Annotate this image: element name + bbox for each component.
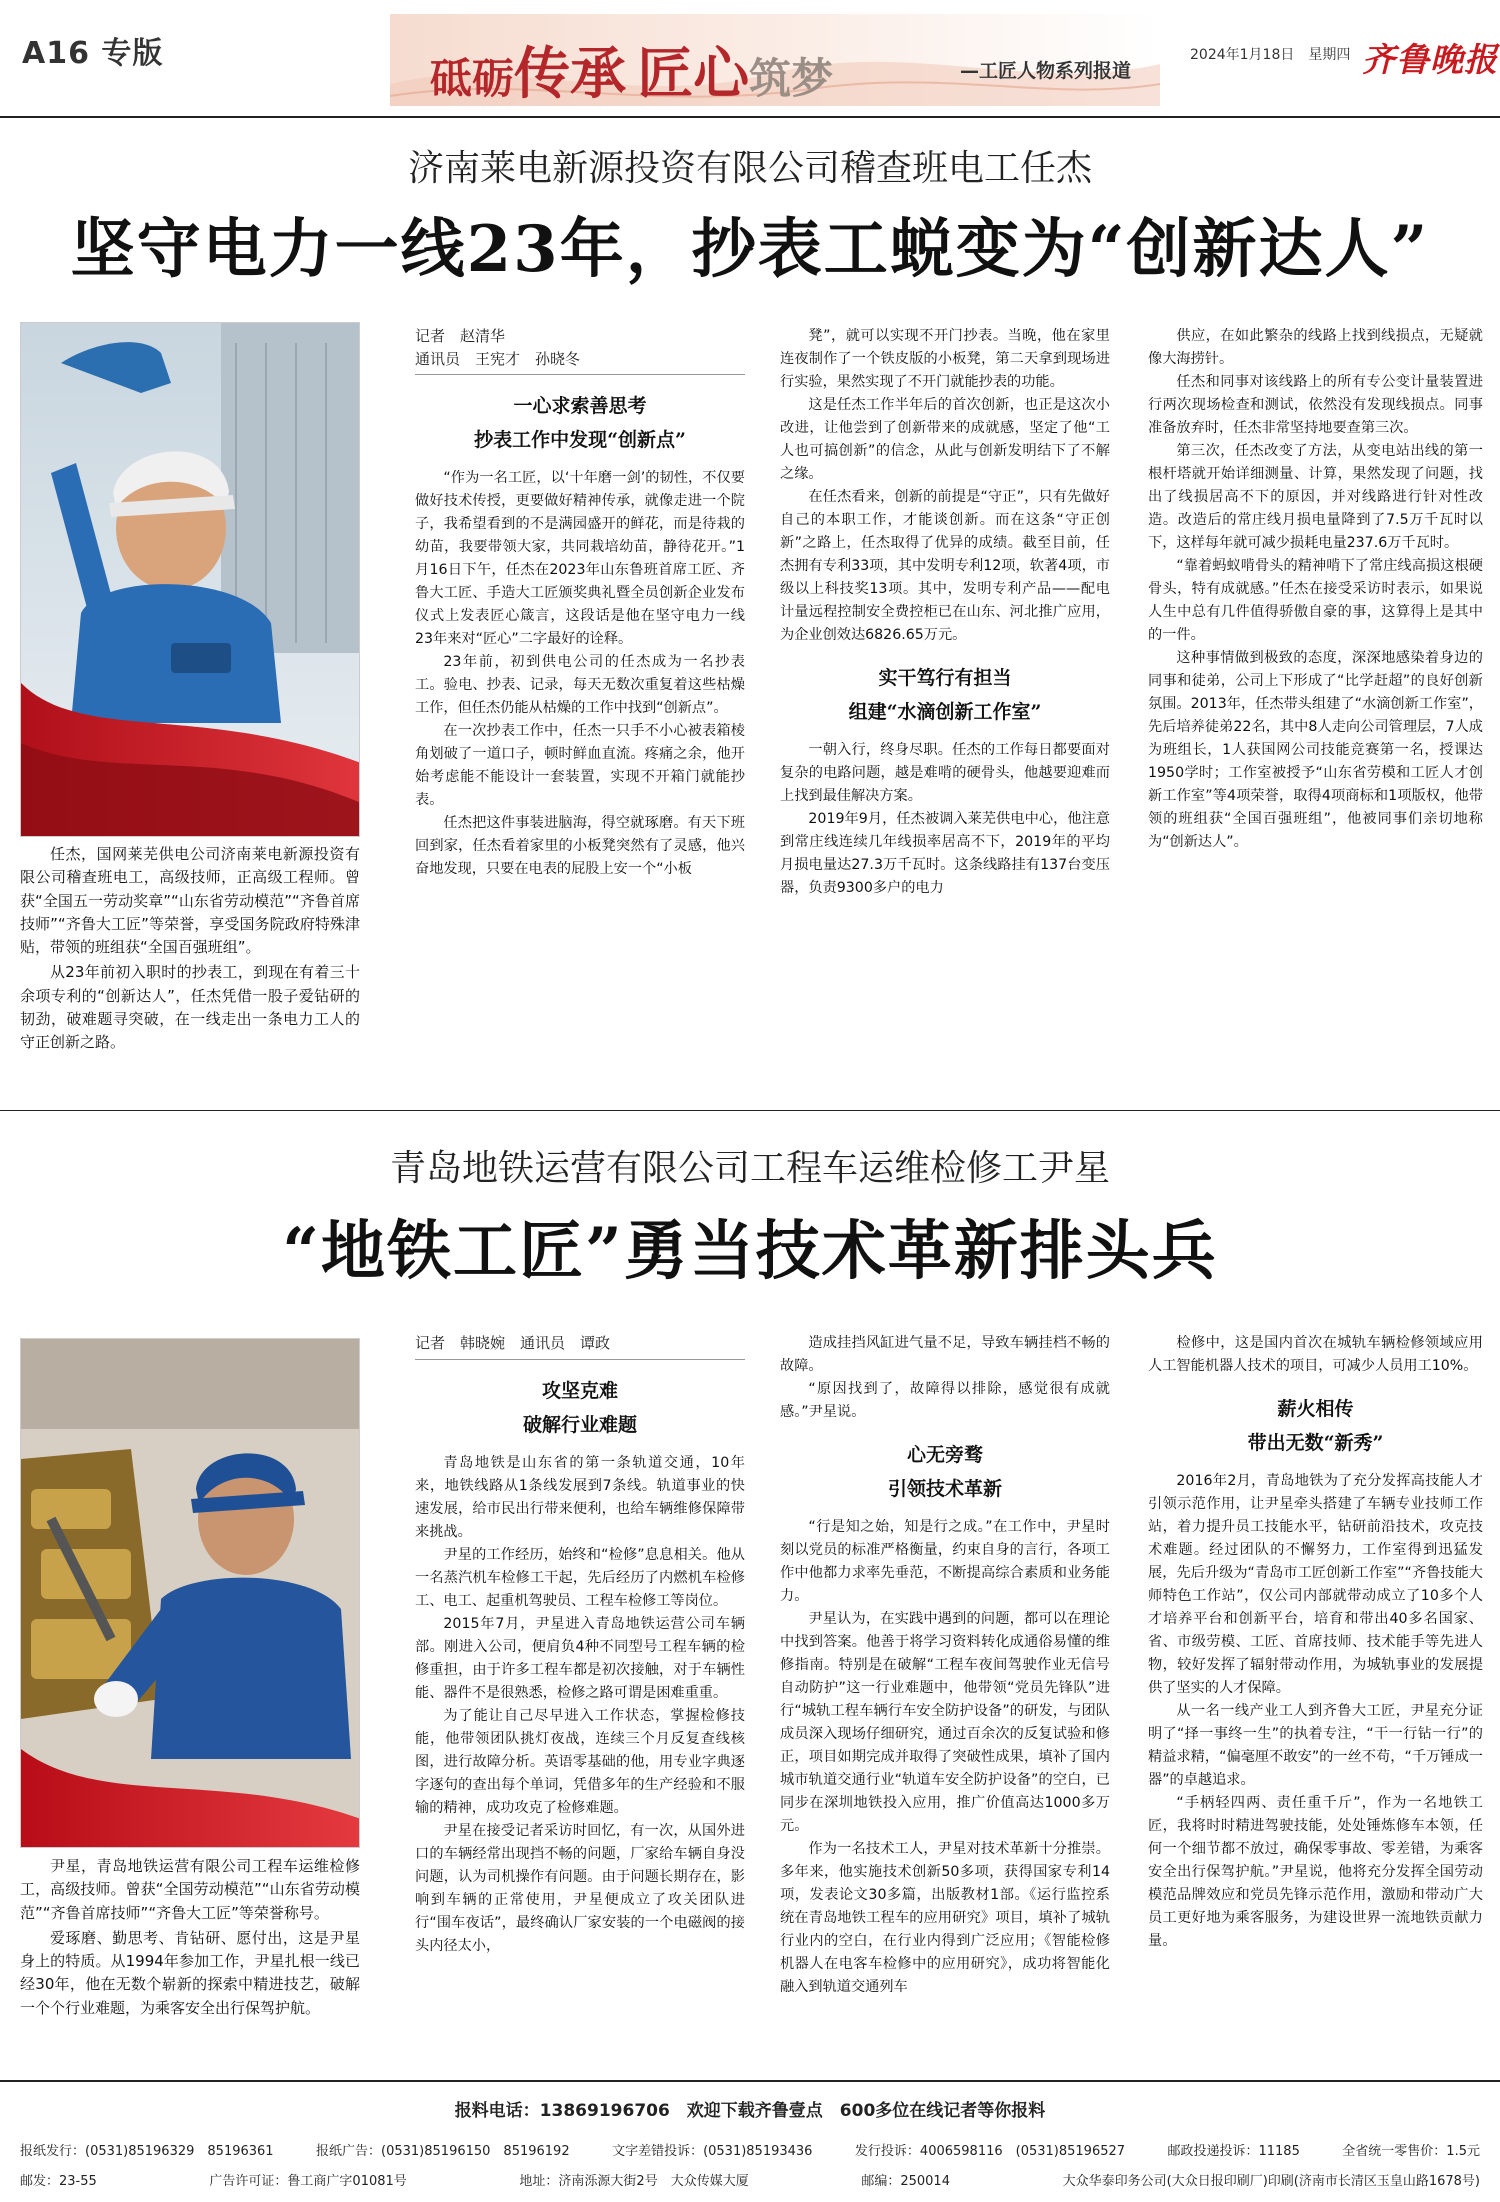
body-paragraph: 第三次，任杰改变了方法，从变电站出线的第一根杆塔就开始详细测量、计算，果然发现了问题，找出了线损居高不下的原因，并对线路进行针对性改造。改造后的常庄线月损电量降到了7.5万千瓦时以下，这样每年就可减少损耗电量237.6万千瓦时。: [1148, 443, 1483, 551]
article2-byline: 记者 韩晓婉 通讯员 谭政: [415, 1332, 745, 1360]
body-paragraph: “原因找到了，故障得以排除，感觉很有成就感。”尹星说。: [780, 1381, 1110, 1420]
caption-paragraph: 从23年前初入职时的抄表工，到现在有着三十余项专利的“创新达人”，任杰凭借一股子爱钻研的韧劲，破难题寻突破，在一线走出一条电力工人的守正创新之路。: [20, 963, 360, 1051]
series-title: —工匠人物系列报道: [960, 60, 1132, 82]
body-paragraph: 造成挂挡风缸进气量不足，导致车辆挂档不畅的故障。: [780, 1335, 1110, 1374]
article1-photo-caption: [20, 843, 360, 1056]
article2-photo: [20, 1338, 360, 1848]
article1-kicker: 济南莱电新源投资有限公司稽查班电工任杰: [407, 148, 1092, 189]
body-paragraph: 任杰和同事对该线路上的所有专公变计量装置进行两次现场检查和测试，依然没有发现线损点。同事准备放弃时，任杰非常坚持地要查第三次。: [1148, 374, 1483, 436]
article-separator: [0, 1110, 1500, 1111]
body-paragraph: “作为一名工匠，以‘十年磨一剑’的韧性，不仅要做好技术传授，更要做好精神传承，就像走进一个院子，我希望看到的不是满园盛开的鲜花，而是待栽的幼苗，我要带领大家，共同栽培幼苗，静待花开。”1月16日下午，任杰在2023年山东鲁班首席工匠、齐鲁大工匠、手造大工匠颁奖典礼暨全员创新企业发布仪式上发表匠心箴言，这段话是他在坚守电力一线23年来对“匠心”二字最好的诠释。: [415, 470, 745, 648]
article1-photo: [20, 322, 360, 837]
footer-item: 地址：济南泺源大街2号 大众传媒大厦: [519, 2174, 749, 2189]
body-paragraph: 尹星的工作经历，始终和“检修”息息相关。他从一名蒸汽机车检修工干起，先后经历了内燃机车检修工、电工、起重机驾驶员、工程车检修工等岗位。: [415, 1546, 745, 1609]
body-paragraph: 作为一名技术工人，尹星对技术革新十分推崇。多年来，他实施技术创新50多项，获得国家专利14项，发表论文30多篇，出版教材1部。《运行监控系统在青岛地铁工程车的应用研究》项目，填补了城轨行业内的空白，在行业内得到广泛应用；《智能检修机器人在电客车检修中的应用研究》，成功将智能化融入到轨道交通列车: [780, 1841, 1110, 1996]
body-paragraph: 2019年9月，任杰被调入莱芜供电中心，他注意到常庄线连续几年线损率居高不下，2019年的平均月损电量达27.3万千瓦时。这条线路挂有137台变压器，负责9300多户的电力: [780, 811, 1110, 897]
article2-kicker: 青岛地铁运营有限公司工程车运维检修工尹星: [389, 1148, 1110, 1189]
caption-paragraph: 爱琢磨、勤思考、肯钻研、愿付出，这是尹星身上的特质。从1994年参加工作，尹星扎根一线已经30年，他在无数个崭新的探索中精进技艺，破解一个个行业难题，为乘客安全出行保驾护航。: [20, 1928, 360, 2017]
body-paragraph: 在任杰看来，创新的前提是“守正”，只有先做好自己的本职工作，才能谈创新。而在这条“守正创新”之路上，任杰取得了优异的成绩。截至目前，任杰拥有专利33项，其中发明专利12项，软著4项，市级以上科技奖13项。其中，发明专利产品——配电计量远程控制安全费控柜已在山东、河北推广应用，为企业创效达6826.65万元。: [780, 489, 1110, 643]
footer-item: 大众华泰印务公司(大众日报印刷厂)印刷(济南市长清区玉皇山路1678号): [1062, 2174, 1480, 2189]
footer-item: 发行投诉：4006598116 (0531)85196527: [854, 2144, 1126, 2159]
article2-photo-caption: [20, 1855, 360, 2022]
body-paragraph: 从一名一线产业工人到齐鲁大工匠，尹星充分证明了“择一事终一生”的执着专注，“干一行钻一行”的精益求精，“偏毫厘不敢安”的一丝不苟，“千万锤成一器”的卓越追求。: [1148, 1703, 1483, 1789]
body-paragraph: 这是任杰工作半年后的首次创新，也正是这次小改进，让他尝到了创新带来的成就感，坚定了他“工人也可搞创新”的信念，从此与创新发明结下了不解之缘。: [780, 397, 1110, 482]
body-paragraph: 供应，在如此繁杂的线路上找到线损点，无疑就像大海捞针。: [1148, 328, 1483, 367]
article1-subhead-2: 实干笃行有担当 组建“水滴创新工作室”: [848, 667, 1042, 724]
article1-column-1: [415, 325, 745, 1095]
body-paragraph: “手柄轻四两、责任重千斤”，作为一名地铁工匠，我将时时精进驾驶技能，处处锤炼修车本领，任何一个细节都不放过，确保零事故、零差错，为乘客安全出行保驾护航。”尹星说，他将充分发挥全国劳动模范品牌效应和党员先锋示范作用，激励和带动广大员工更好地为乘客服务，为建设世界一流地铁贡献力量。: [1148, 1795, 1483, 1950]
body-paragraph: 23年前，初到供电公司的任杰成为一名抄表工。验电、抄表、记录，每天无数次重复着这些枯燥工作，但任杰仍能从枯燥的工作中找到“创新点”。: [415, 654, 745, 717]
body-paragraph: 在一次抄表工作中，任杰一只手不小心被表箱棱角划破了一道口子，顿时鲜血直流。疼痛之余，他开始考虑能不能设计一套装置，实现不开箱门就能抄表。: [415, 723, 745, 809]
article1-headline: 坚守电力一线23年，抄表工蜕变为“创新达人”: [70, 212, 1430, 287]
article2-column-1: [415, 1332, 745, 2072]
body-paragraph: 一朝入行，终身尽职。任杰的工作每日都要面对复杂的电路问题，越是难啃的硬骨头，他越要迎难而上找到最佳解决方案。: [780, 742, 1110, 805]
footer-item: 邮编：250014: [861, 2174, 950, 2189]
article2-subhead-3: 薪火相传 带出无数“新秀”: [1247, 1398, 1384, 1455]
footer-item: 报纸广告：(0531)85196150 85196192: [316, 2144, 570, 2159]
caption-paragraph: 尹星，青岛地铁运营有限公司工程车运维检修工，高级技师。曾获“全国劳动模范”“山东省劳动模范”“齐鲁首席技师”“齐鲁大工匠”等荣誉称号。: [20, 1857, 360, 1922]
footer-item: 报纸发行：(0531)85196329 85196361: [20, 2144, 274, 2159]
footer-item: 文字差错投诉：(0531)85193436: [612, 2144, 813, 2159]
worker-on-ladder-photo: [21, 323, 360, 837]
article2-headline: “地铁工匠”勇当技术革新排头兵: [282, 1214, 1218, 1289]
footer-item: 邮政投递投诉：11185: [1167, 2144, 1300, 2159]
newspaper-logo: 齐鲁晚报: [1362, 40, 1498, 79]
body-paragraph: 凳”，就可以实现不开门抄表。当晚，他在家里连夜制作了一个铁皮版的小板凳，第二天拿到现场进行实验，果然实现了不开门就能抄表的功能。: [780, 328, 1110, 390]
article2-column-2: [780, 1332, 1110, 2072]
body-paragraph: 青岛地铁是山东省的第一条轨道交通，10年来，地铁线路从1条线发展到7条线。轨道事业的快速发展，给市民出行带来便利，也给车辆维修保障带来挑战。: [415, 1454, 745, 1540]
article1-byline: 记者 赵清华 通讯员 王宪才 孙晓冬: [415, 325, 745, 375]
body-paragraph: 为了能让自己尽早进入工作状态，掌握检修技能，他带领团队挑灯夜战，连续三个月反复查线核图，进行故障分析。英语零基础的他，用专业字典逐字逐句的查出每个单词，凭借多年的生产经验和不服输的精神，成功攻克了检修难题。: [415, 1707, 745, 1816]
body-paragraph: 2015年7月，尹星进入青岛地铁运营公司车辆部。刚进入公司，便肩负4种不同型号工程车辆的检修重担，由于许多工程车都是初次接触，对于车辆性能、器件不是很熟悉，检修之路可谓是困难重重。: [415, 1615, 745, 1701]
article2-subhead-2: 心无旁骛 引领技术革新: [887, 1444, 1002, 1501]
article2-column-3: [1148, 1332, 1483, 2072]
body-paragraph: “靠着蚂蚁啃骨头的精神啃下了常庄线高损这根硬骨头，特有成就感。”任杰在接受采访时表示，如果说人生中总有几件值得骄傲自豪的事，这算得上是其中的一件。: [1148, 558, 1483, 643]
footer: [0, 2080, 1500, 2202]
news-tip-hotline: 报料电话：13869196706 欢迎下载齐鲁壹点 600多位在线记者等你报料: [454, 2101, 1046, 2121]
body-paragraph: 检修中，这是国内首次在城轨车辆检修领域应用人工智能机器人技术的项目，可减少人员用工10%。: [1148, 1335, 1483, 1374]
body-paragraph: “行是知之始，知是行之成。”在工作中，尹星时刻以党员的标准严格衡量，约束自身的言行，各项工作中他都力求率先垂范，不断提高综合素质和业务能力。: [780, 1519, 1110, 1605]
body-paragraph: 尹星认为，在实践中遇到的问题，都可以在理论中找到答案。他善于将学习资料转化成通俗易懂的维修指南。特别是在破解“工程车夜间驾驶作业无信号自动防护”这一行业难题中，他带领“党员先锋队”进行“城轨工程车辆行车安全防护设备”的研发，与团队成员深入现场仔细研究，通过百余次的反复试验和修正，项目如期完成并取得了突破性成果，填补了国内城市轨道交通行业“轨道车安全防护设备”的空白，已同步在深圳地铁投入应用，推广价值高达1000多万元。: [780, 1611, 1110, 1835]
issue-date: 2024年1月18日 星期四: [1190, 47, 1351, 63]
masthead-slogan: 砥砺传承 匠心筑梦: [430, 42, 834, 107]
footer-contact-row-1: [20, 2140, 1480, 2159]
footer-item: 广告许可证：鲁工商广字01081号: [209, 2174, 407, 2189]
footer-item: 邮发：23-55: [20, 2174, 97, 2189]
article2-subhead-1: 攻坚克难 破解行业难题: [522, 1379, 637, 1436]
article1-column-2: [780, 325, 1110, 1095]
body-paragraph: 任杰把这件事装进脑海，得空就琢磨。有天下班回到家，任杰看着家里的小板凳突然有了灵感，他兴奋地发现，只要在电表的屁股上安一个“小板: [415, 815, 745, 878]
footer-item: 全省统一零售价：1.5元: [1342, 2144, 1480, 2159]
article1-column-3: [1148, 325, 1483, 1095]
caption-paragraph: 任杰，国网莱芜供电公司济南莱电新源投资有限公司稽查班电工，高级技师，正高级工程师。曾获“全国五一劳动奖章”“山东省劳动模范”“齐鲁首席技师”“齐鲁大工匠”等荣誉，享受国务院政府特殊津贴，带领的班组获“全国百强班组”。: [20, 845, 360, 956]
body-paragraph: 这种事情做到极致的态度，深深地感染着身边的同事和徒弟，公司上下形成了“比学赶超”的良好创新氛围。2013年，任杰带头组建了“水滴创新工作室”，先后培养徒弟22名，其中8人走向公司管理层，7人成为班组长，1人获国网公司技能竞赛第一名，授课达1950学时；工作室被授予“山东省劳模和工匠人才创新工作室”等4项荣誉，取得4项商标和1项版权，他带领的班组获“全国百强班组”，他被同事们亲切地称为“创新达人”。: [1148, 650, 1483, 850]
footer-contact-row-2: [20, 2170, 1480, 2189]
masthead: [0, 0, 1500, 118]
body-paragraph: 2016年2月，青岛地铁为了充分发挥高技能人才引领示范作用，让尹星牵头搭建了车辆专业技师工作站，着力提升员工技能水平，钻研前沿技术，攻克技术难题。经过团队的不懈努力，工作室得到迅猛发展，先后升级为“青岛市工匠创新工作室”“齐鲁技能大师特色工作站”，仅公司内部就带动成立了10多个人才培养平台和创新平台，培育和带出40多名国家、省、市级劳模、工匠、首席技师、技术能手等先进人物，较好发挥了辐射带动作用，为城轨事业的发展提供了坚实的人才保障。: [1148, 1473, 1483, 1697]
mechanic-engine-photo: [21, 1339, 360, 1848]
article1-subhead-1: 一心求索善思考 抄表工作中发现“创新点”: [474, 395, 686, 452]
page-number: A16 专版: [22, 36, 164, 71]
body-paragraph: 尹星在接受记者采访时回忆，有一次，从国外进口的车辆经常出现挡不畅的问题，厂家给车辆自身没问题，认为司机操作有问题。由于问题长期存在，影响到车辆的正常使用，尹星便成立了攻关团队进行“围车夜话”，最终确认厂家安装的一个电磁阀的接头内径太小，: [415, 1822, 745, 1954]
